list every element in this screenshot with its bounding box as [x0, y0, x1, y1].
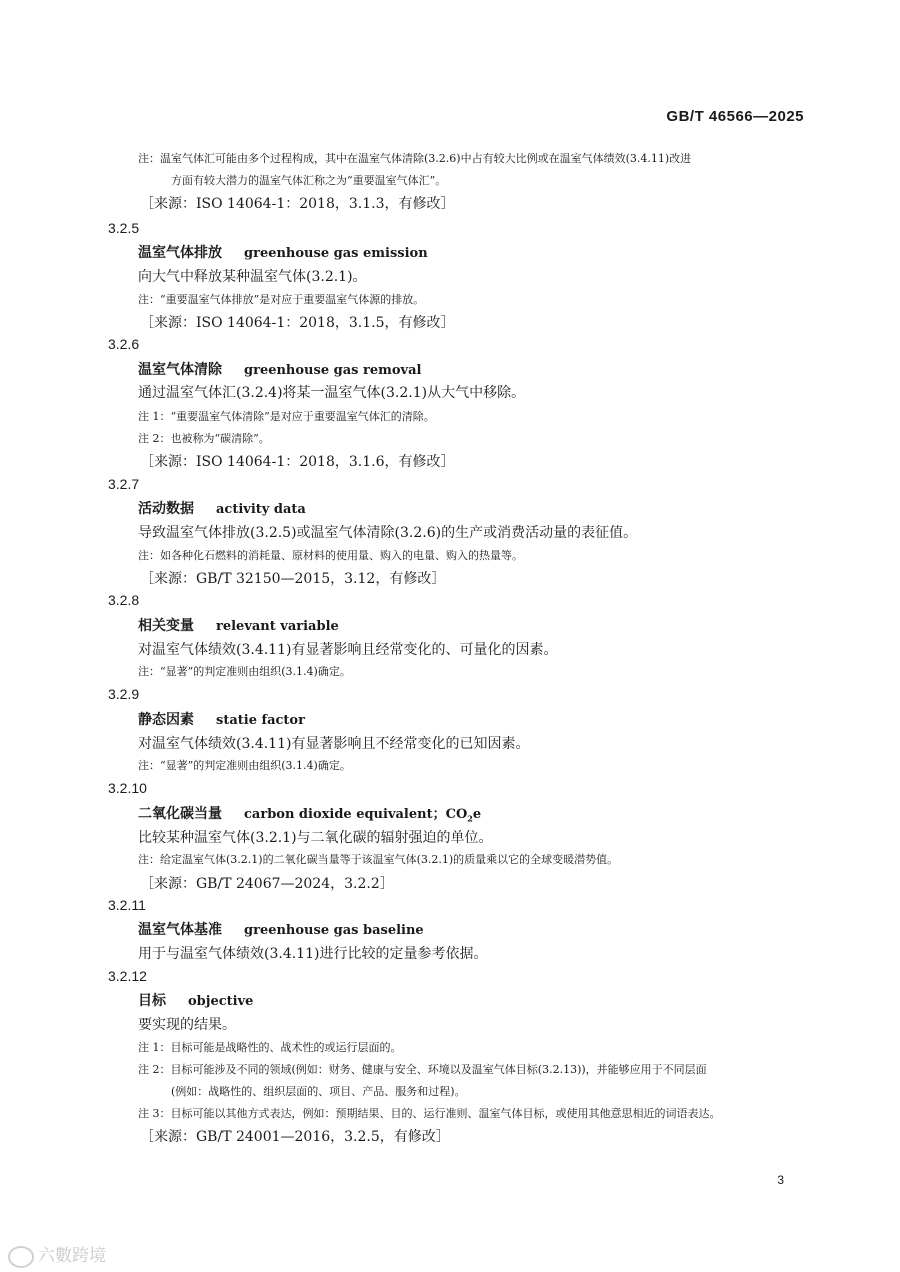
clause-number: 3.2.10 [108, 780, 147, 796]
term-cn: 温室气体清除 [138, 361, 222, 377]
term-en-text: carbon dioxide equivalent；CO [244, 807, 468, 822]
source-line: ［来源：GB/T 24067—2024，3.2.2］ [140, 876, 394, 892]
note-line: 注：给定温室气体(3.2.1)的二氧化碳当量等于该温室气体(3.2.1)的质量乘以它的全球变暖潜势值。 [138, 853, 619, 866]
source-line: ［来源：GB/T 32150—2015，3.12，有修改］ [140, 571, 446, 587]
term-en: greenhouse gas emission [244, 246, 428, 261]
definition: 对温室气体绩效(3.4.11)有显著影响且不经常变化的已知因素。 [138, 736, 530, 752]
note-line: 注 1：目标可能是战略性的、战术性的或运行层面的。 [138, 1041, 402, 1054]
definition: 通过温室气体汇(3.2.4)将某一温室气体(3.2.1)从大气中移除。 [138, 385, 526, 401]
note-line: 注：如各种化石燃料的消耗量、原材料的使用量、购入的电量、购入的热量等。 [138, 549, 523, 562]
definition: 向大气中释放某种温室气体(3.2.1)。 [138, 269, 367, 285]
source-line: ［来源：ISO 14064-1：2018，3.1.5，有修改］ [140, 315, 455, 331]
note-line: 注：“显著”的判定准则由组织(3.1.4)确定。 [138, 759, 351, 772]
term-heading [138, 990, 253, 1010]
term-cn: 静态因素 [138, 711, 194, 727]
term-heading [138, 498, 306, 518]
term-cn: 温室气体排放 [138, 244, 222, 260]
term-cn: 目标 [138, 992, 166, 1008]
term-en: activity data [216, 502, 306, 517]
note-line: 注 2：目标可能涉及不同的领域(例如：财务、健康与安全、环境以及温室气体目标(3.2.13))，并能够应用于不同层面 [138, 1063, 707, 1076]
term-heading [138, 919, 424, 939]
clause-number: 3.2.5 [108, 220, 140, 236]
watermark-logo-icon [8, 1246, 34, 1268]
term-heading [138, 709, 305, 729]
standard-header: GB/T 46566—2025 [666, 108, 804, 125]
term-cn: 活动数据 [138, 500, 194, 516]
term-en: relevant variable [216, 619, 339, 634]
definition: 比较某种温室气体(3.2.1)与二氧化碳的辐射强迫的单位。 [138, 830, 493, 846]
term-heading [138, 615, 339, 635]
term-en: greenhouse gas removal [244, 363, 422, 378]
note-line: 方面有较大潜力的温室气体汇称之为“重要温室气体汇”。 [171, 174, 447, 187]
source-line: ［来源：ISO 14064-1：2018，3.1.6，有修改］ [140, 454, 455, 470]
clause-number: 3.2.12 [108, 968, 147, 984]
clause-number: 3.2.7 [108, 476, 140, 492]
source-line: ［来源：ISO 14064-1：2018，3.1.3，有修改］ [140, 196, 455, 212]
note-line: 注 3：目标可能以其他方式表达，例如：预期结果、目的、运行准则、温室气体目标，或使用其他意思相近的词语表达。 [138, 1107, 721, 1120]
definition: 导致温室气体排放(3.2.5)或温室气体清除(3.2.6)的生产或消费活动量的表征值。 [138, 525, 638, 541]
term-heading [138, 359, 421, 379]
term-en-tail: e [472, 807, 482, 822]
clause-number: 3.2.11 [108, 897, 146, 913]
watermark-text: 六數跨境 [38, 1246, 106, 1265]
term-en: objective [188, 994, 254, 1009]
note-line: 注 1：“重要温室气体清除”是对应于重要温室气体汇的清除。 [138, 410, 435, 423]
term-heading [138, 803, 481, 824]
note-line: 注：“显著”的判定准则由组织(3.1.4)确定。 [138, 665, 351, 678]
definition: 要实现的结果。 [138, 1017, 236, 1033]
term-en: statie factor [216, 713, 305, 728]
definition: 对温室气体绩效(3.4.11)有显著影响且经常变化的、可量化的因素。 [138, 642, 558, 658]
watermark [8, 1241, 106, 1268]
term-en [244, 807, 481, 822]
page-number: 3 [777, 1173, 784, 1187]
clause-number: 3.2.8 [108, 592, 140, 608]
subscript: 2 [467, 813, 473, 824]
clause-number: 3.2.9 [108, 686, 140, 702]
note-line: 注：温室气体汇可能由多个过程构成，其中在温室气体清除(3.2.6)中占有较大比例或在温室气体绩效(3.4.11)改进 [138, 152, 692, 165]
term-cn: 温室气体基准 [138, 921, 222, 937]
term-cn: 相关变量 [138, 617, 194, 633]
note-line: (例如：战略性的、组织层面的、项目、产品、服务和过程)。 [171, 1085, 466, 1098]
note-line: 注 2：也被称为“碳清除”。 [138, 432, 270, 445]
term-cn: 二氧化碳当量 [138, 805, 222, 821]
source-line: ［来源：GB/T 24001—2016，3.2.5，有修改］ [140, 1129, 450, 1145]
note-line: 注：“重要温室气体排放”是对应于重要温室气体源的排放。 [138, 293, 425, 306]
term-heading [138, 242, 428, 262]
term-en: greenhouse gas baseline [244, 923, 424, 938]
clause-number: 3.2.6 [108, 336, 140, 352]
definition: 用于与温室气体绩效(3.4.11)进行比较的定量参考依据。 [138, 946, 488, 962]
